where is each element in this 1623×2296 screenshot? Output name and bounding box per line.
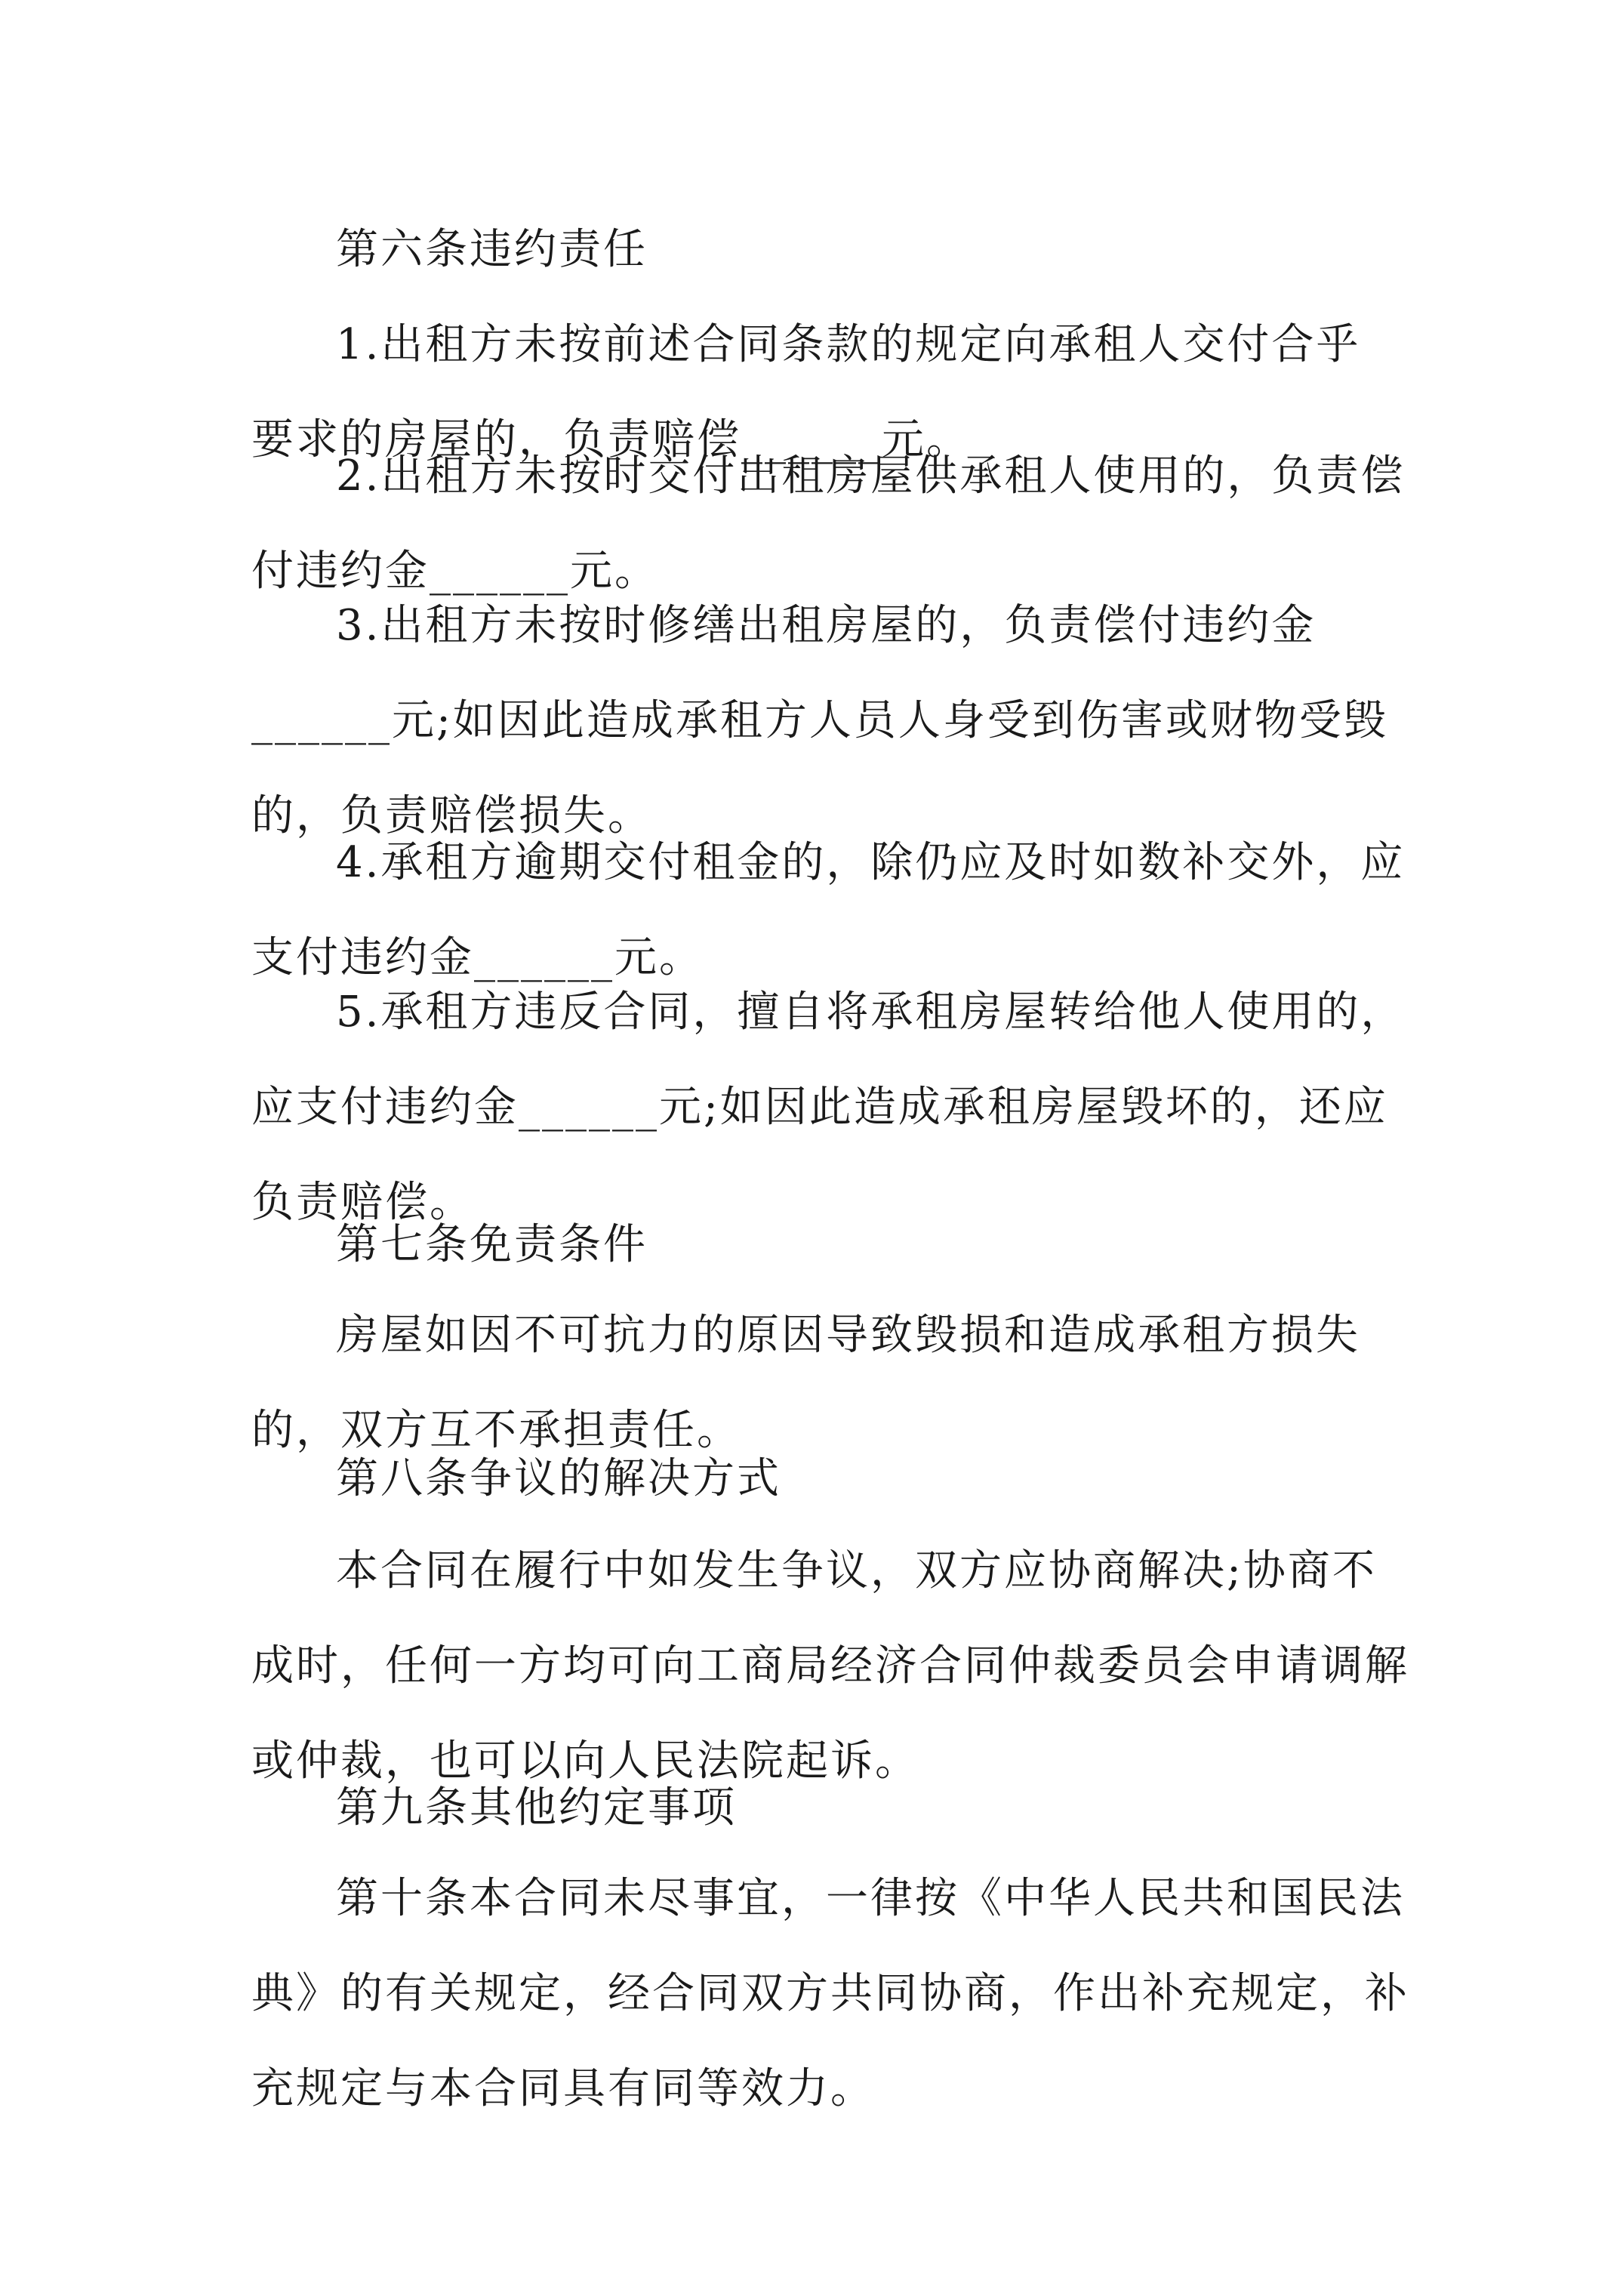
article-8-heading — [251, 1432, 1393, 1527]
heading-line: 第六条违约责任 — [336, 225, 648, 274]
heading-line: 第七条免责条件 — [336, 1220, 648, 1269]
text-line: 3.出租方未按时修缮出租房屋的，负责偿付违约金 — [336, 601, 1317, 650]
text-line: ______元;如因此造成承租方人员人身受到伤害或财物受毁 — [251, 696, 1388, 745]
text-line: 要求的房屋的，负责赔偿______元。 — [251, 415, 971, 464]
article-7-heading — [251, 1197, 1393, 1293]
text-line: 第十条本合同未尽事宜，一律按《中华人民共和国民法 — [336, 1874, 1405, 1923]
text-line: 应支付违约金______元;如因此造成承租房屋毁坏的，还应 — [251, 1083, 1388, 1132]
heading-line: 第九条其他约定事项 — [336, 1783, 737, 1832]
text-line: 本合同在履行中如发生争议，双方应协商解决;协商不 — [336, 1546, 1377, 1595]
article-6-heading — [251, 202, 1393, 297]
text-line: 充规定与本合同具有同等效力。 — [251, 2064, 875, 2113]
text-line: 1.出租方未按前述合同条款的规定向承租人交付合乎 — [336, 320, 1361, 369]
text-line: 典》的有关规定，经合同双方共同协商，作出补充规定，补 — [251, 1969, 1409, 2018]
text-line: 5.承租方违反合同，擅自将承租房屋转给他人使用的， — [336, 988, 1406, 1037]
article-10-body — [251, 1851, 1409, 2137]
article-9-heading — [251, 1761, 1393, 1856]
text-line: 的，双方互不承担责任。 — [251, 1406, 741, 1455]
text-line: 的，负责赔偿损失。 — [251, 791, 652, 840]
heading-line: 第八条争议的解决方式 — [336, 1454, 781, 1503]
text-line: 负责赔偿。 — [251, 1178, 474, 1227]
text-line: 付违约金______元。 — [251, 547, 659, 596]
text-line: 成时，任何一方均可向工商局经济合同仲裁委员会申请调解 — [251, 1641, 1409, 1690]
text-line: 房屋如因不可抗力的原因导致毁损和造成承租方损失 — [336, 1311, 1360, 1360]
text-line: 4.承租方逾期交付租金的，除仍应及时如数补交外，应 — [336, 838, 1406, 887]
text-line: 支付违约金______元。 — [251, 933, 704, 982]
text-line: 2.出租方未按时交付出租房屋供承租人使用的，负责偿 — [336, 451, 1406, 501]
text-line: 或仲裁，也可以向人民法院起诉。 — [251, 1737, 919, 1786]
